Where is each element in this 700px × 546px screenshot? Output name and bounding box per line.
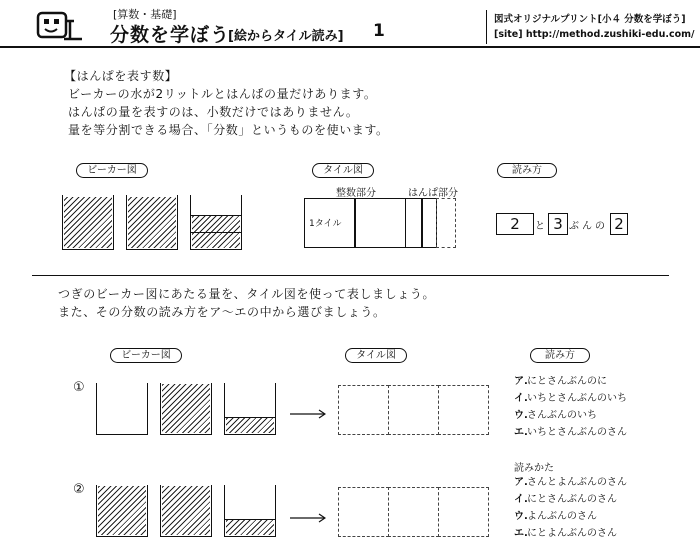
reading-box-denominator: 3: [548, 213, 568, 235]
water-surface: [224, 519, 276, 520]
tile-slot[interactable]: [388, 385, 439, 435]
tile-slot[interactable]: [338, 487, 389, 537]
intro-line: 量を等分割できる場合、「分数」というものを使います。: [68, 123, 389, 137]
reading-heading: 読みかた: [514, 463, 554, 474]
intro-line: ビーカーの水が2リットルとはんぱの量だけあります。: [68, 87, 377, 101]
answer-option[interactable]: ア.にとさんぶんのに: [514, 376, 607, 387]
beaker-water: [226, 519, 274, 535]
beaker-water: [128, 197, 176, 248]
reading-label: 読み方: [497, 163, 557, 178]
intro-line: はんぱの量を表すのは、小数だけではありません。: [68, 105, 359, 119]
answer-option[interactable]: ウ.よんぶんのさん: [514, 511, 597, 522]
beaker-water: [226, 417, 274, 433]
beaker-water: [64, 197, 112, 248]
tile-slot[interactable]: [438, 487, 489, 537]
arrow-icon: [290, 508, 326, 518]
instruction-line: つぎのビーカー図にあたる量を、タイル図を使って表しましょう。: [58, 287, 436, 301]
beaker-mark: [190, 215, 242, 216]
answer-option[interactable]: ア.さんとよんぶんのさん: [514, 477, 627, 488]
fraction-part-label: はんぱ部分: [408, 188, 458, 199]
beaker-water: [162, 486, 210, 535]
tile-diagram-label: タイル図: [312, 163, 374, 178]
section-divider: [32, 275, 669, 276]
page-subtitle: [絵からタイル読み]: [228, 29, 344, 44]
answer-option[interactable]: エ.にとよんぶんのさん: [514, 528, 617, 539]
page-number: 1: [373, 21, 385, 41]
beaker-water: [162, 384, 210, 433]
page-title: 分数を学ぼう: [110, 24, 231, 46]
question-number: ①: [73, 380, 85, 395]
tile-slot[interactable]: [338, 385, 389, 435]
tile-slot[interactable]: [438, 385, 489, 435]
beaker-mark: [190, 232, 242, 233]
site-url: [site] http://method.zushiki-edu.com/: [494, 29, 695, 40]
water-surface: [224, 417, 276, 418]
beaker-diagram-label: ビーカー図: [76, 163, 148, 178]
tile-slot[interactable]: [388, 487, 439, 537]
fraction-tile-filled: [421, 198, 437, 248]
reading-box-whole: 2: [496, 213, 534, 235]
beaker-water: [98, 486, 146, 535]
beaker-diagram-label: ビーカー図: [110, 348, 182, 363]
tile: [354, 198, 406, 248]
answer-option[interactable]: ウ.さんぶんのいち: [514, 410, 597, 421]
q1-options: [514, 373, 627, 441]
series-label: 図式オリジナルプリント[小４ 分数を学ぼう]: [494, 14, 686, 25]
reading-bun-no: ぶんの: [569, 221, 608, 232]
one-tile-label: 1タイル: [309, 219, 342, 229]
answer-option[interactable]: イ.にとさんぶんのさん: [514, 494, 617, 505]
reading-box-numerator: 2: [610, 213, 628, 235]
logo: [36, 11, 84, 43]
reading-label: 読み方: [530, 348, 590, 363]
arrow-icon: [290, 404, 326, 414]
integer-part-label: 整数部分: [336, 188, 376, 199]
beaker: [96, 383, 148, 435]
q2-options: [514, 474, 627, 542]
header-divider: [486, 10, 487, 44]
reading-to: と: [535, 221, 545, 232]
intro-heading: 【はんぱを表す数】: [64, 69, 178, 83]
tile-diagram-label: タイル図: [345, 348, 407, 363]
answer-option[interactable]: エ.いちとさんぶんのさん: [514, 427, 627, 438]
instruction-line: また、その分数の読み方をア〜エの中から選びましょう。: [58, 305, 386, 319]
header-rule: [0, 46, 700, 48]
answer-option[interactable]: イ.いちとさんぶんのいち: [514, 393, 627, 404]
fraction-tile-empty: [436, 198, 456, 248]
category-label: [算数・基礎]: [113, 8, 177, 21]
question-number: ②: [73, 482, 85, 497]
